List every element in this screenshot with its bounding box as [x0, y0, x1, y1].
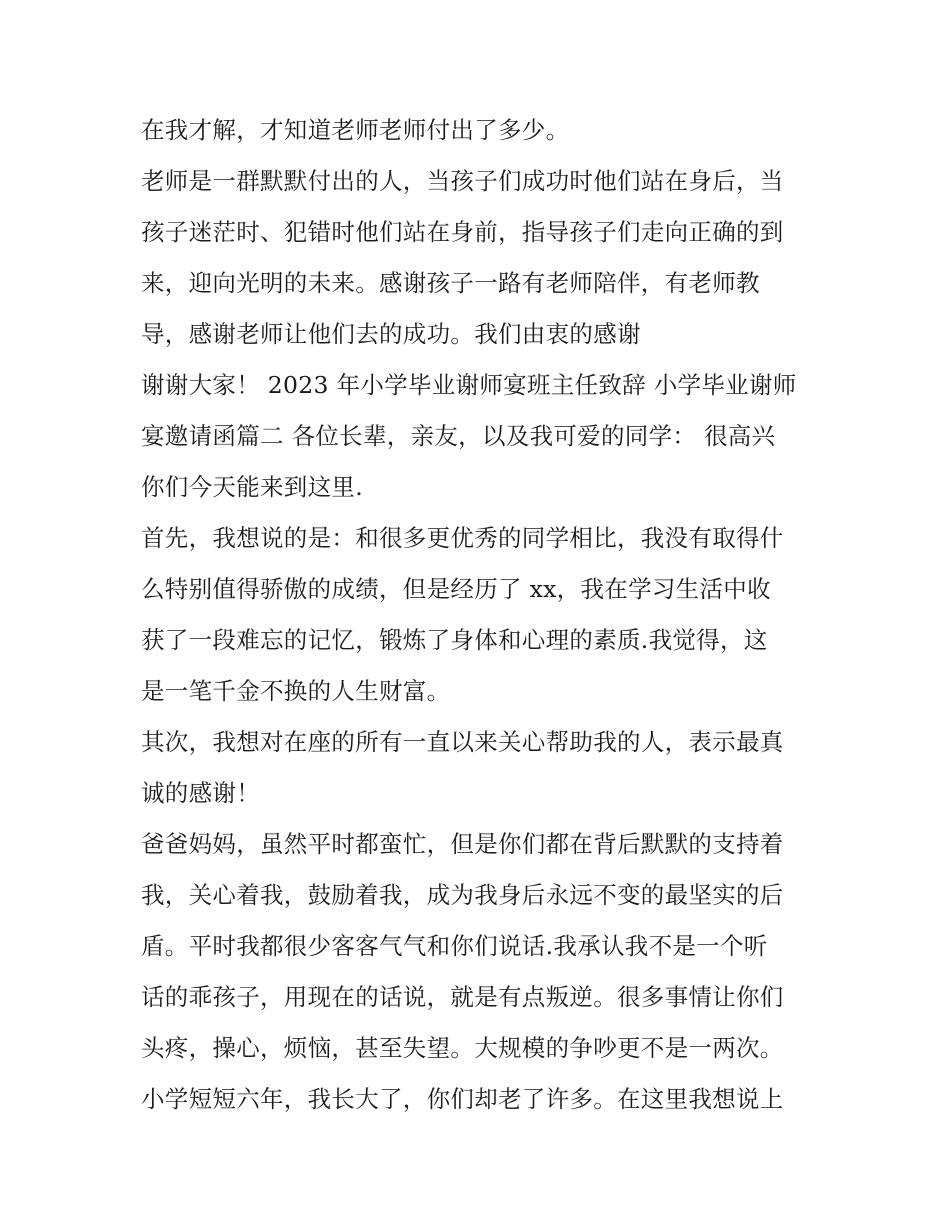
text-line: 是一笔千金不换的人生财富。 — [141, 677, 451, 705]
text-line: 获了一段难忘的记忆，锻炼了身体和心理的素质.我觉得，这 — [141, 626, 768, 654]
text-line: 导，感谢老师让他们去的成功。我们由衷的感谢 — [141, 320, 641, 348]
text-line: 其次，我想对在座的所有一直以来关心帮助我的人，表示最真 — [141, 728, 784, 756]
text-line: 么特别值得骄傲的成绩，但是经历了 xx，我在学习生活中收 — [141, 575, 771, 603]
text-line: 爸爸妈妈，虽然平时都蛮忙，但是你们都在背后默默的支持着 — [141, 830, 784, 858]
body-text — [141, 108, 821, 1128]
text-line: 来，迎向光明的未来。感谢孩子一路有老师陪伴，有老师教 — [141, 269, 760, 297]
text-line: 话的乖孩子，用现在的话说，就是有点叛逆。很多事情让你们 — [141, 983, 784, 1011]
text-line: 在我才解，才知道老师老师付出了多少。 — [141, 116, 570, 144]
text-line: 盾。平时我都很少客客气气和你们说话.我承认我不是一个听 — [141, 932, 768, 960]
text-line: 孩子迷茫时、犯错时他们站在身前，指导孩子们走向正确的到 — [141, 218, 784, 246]
text-line: 你们今天能来到这里. — [141, 473, 363, 501]
text-line: 老师是一群默默付出的人，当孩子们成功时他们站在身后，当 — [141, 167, 784, 195]
text-line: 诚的感谢！ — [141, 779, 260, 807]
text-line: 我，关心着我，鼓励着我，成为我身后永远不变的最坚实的后 — [141, 881, 784, 909]
text-line: 小学短短六年，我长大了，你们却老了许多。在这里我想说上 — [141, 1085, 784, 1113]
text-line: 头疼，操心，烦恼，甚至失望。大规模的争吵更不是一两次。 — [141, 1034, 784, 1062]
text-line: 宴邀请函篇二 各位长辈，亲友，以及我可爱的同学： 很高兴 — [141, 422, 776, 450]
text-line: 谢谢大家！ 2023 年小学毕业谢师宴班主任致辞 小学毕业谢师 — [141, 371, 797, 399]
text-line: 首先，我想说的是：和很多更优秀的同学相比，我没有取得什 — [141, 524, 784, 552]
